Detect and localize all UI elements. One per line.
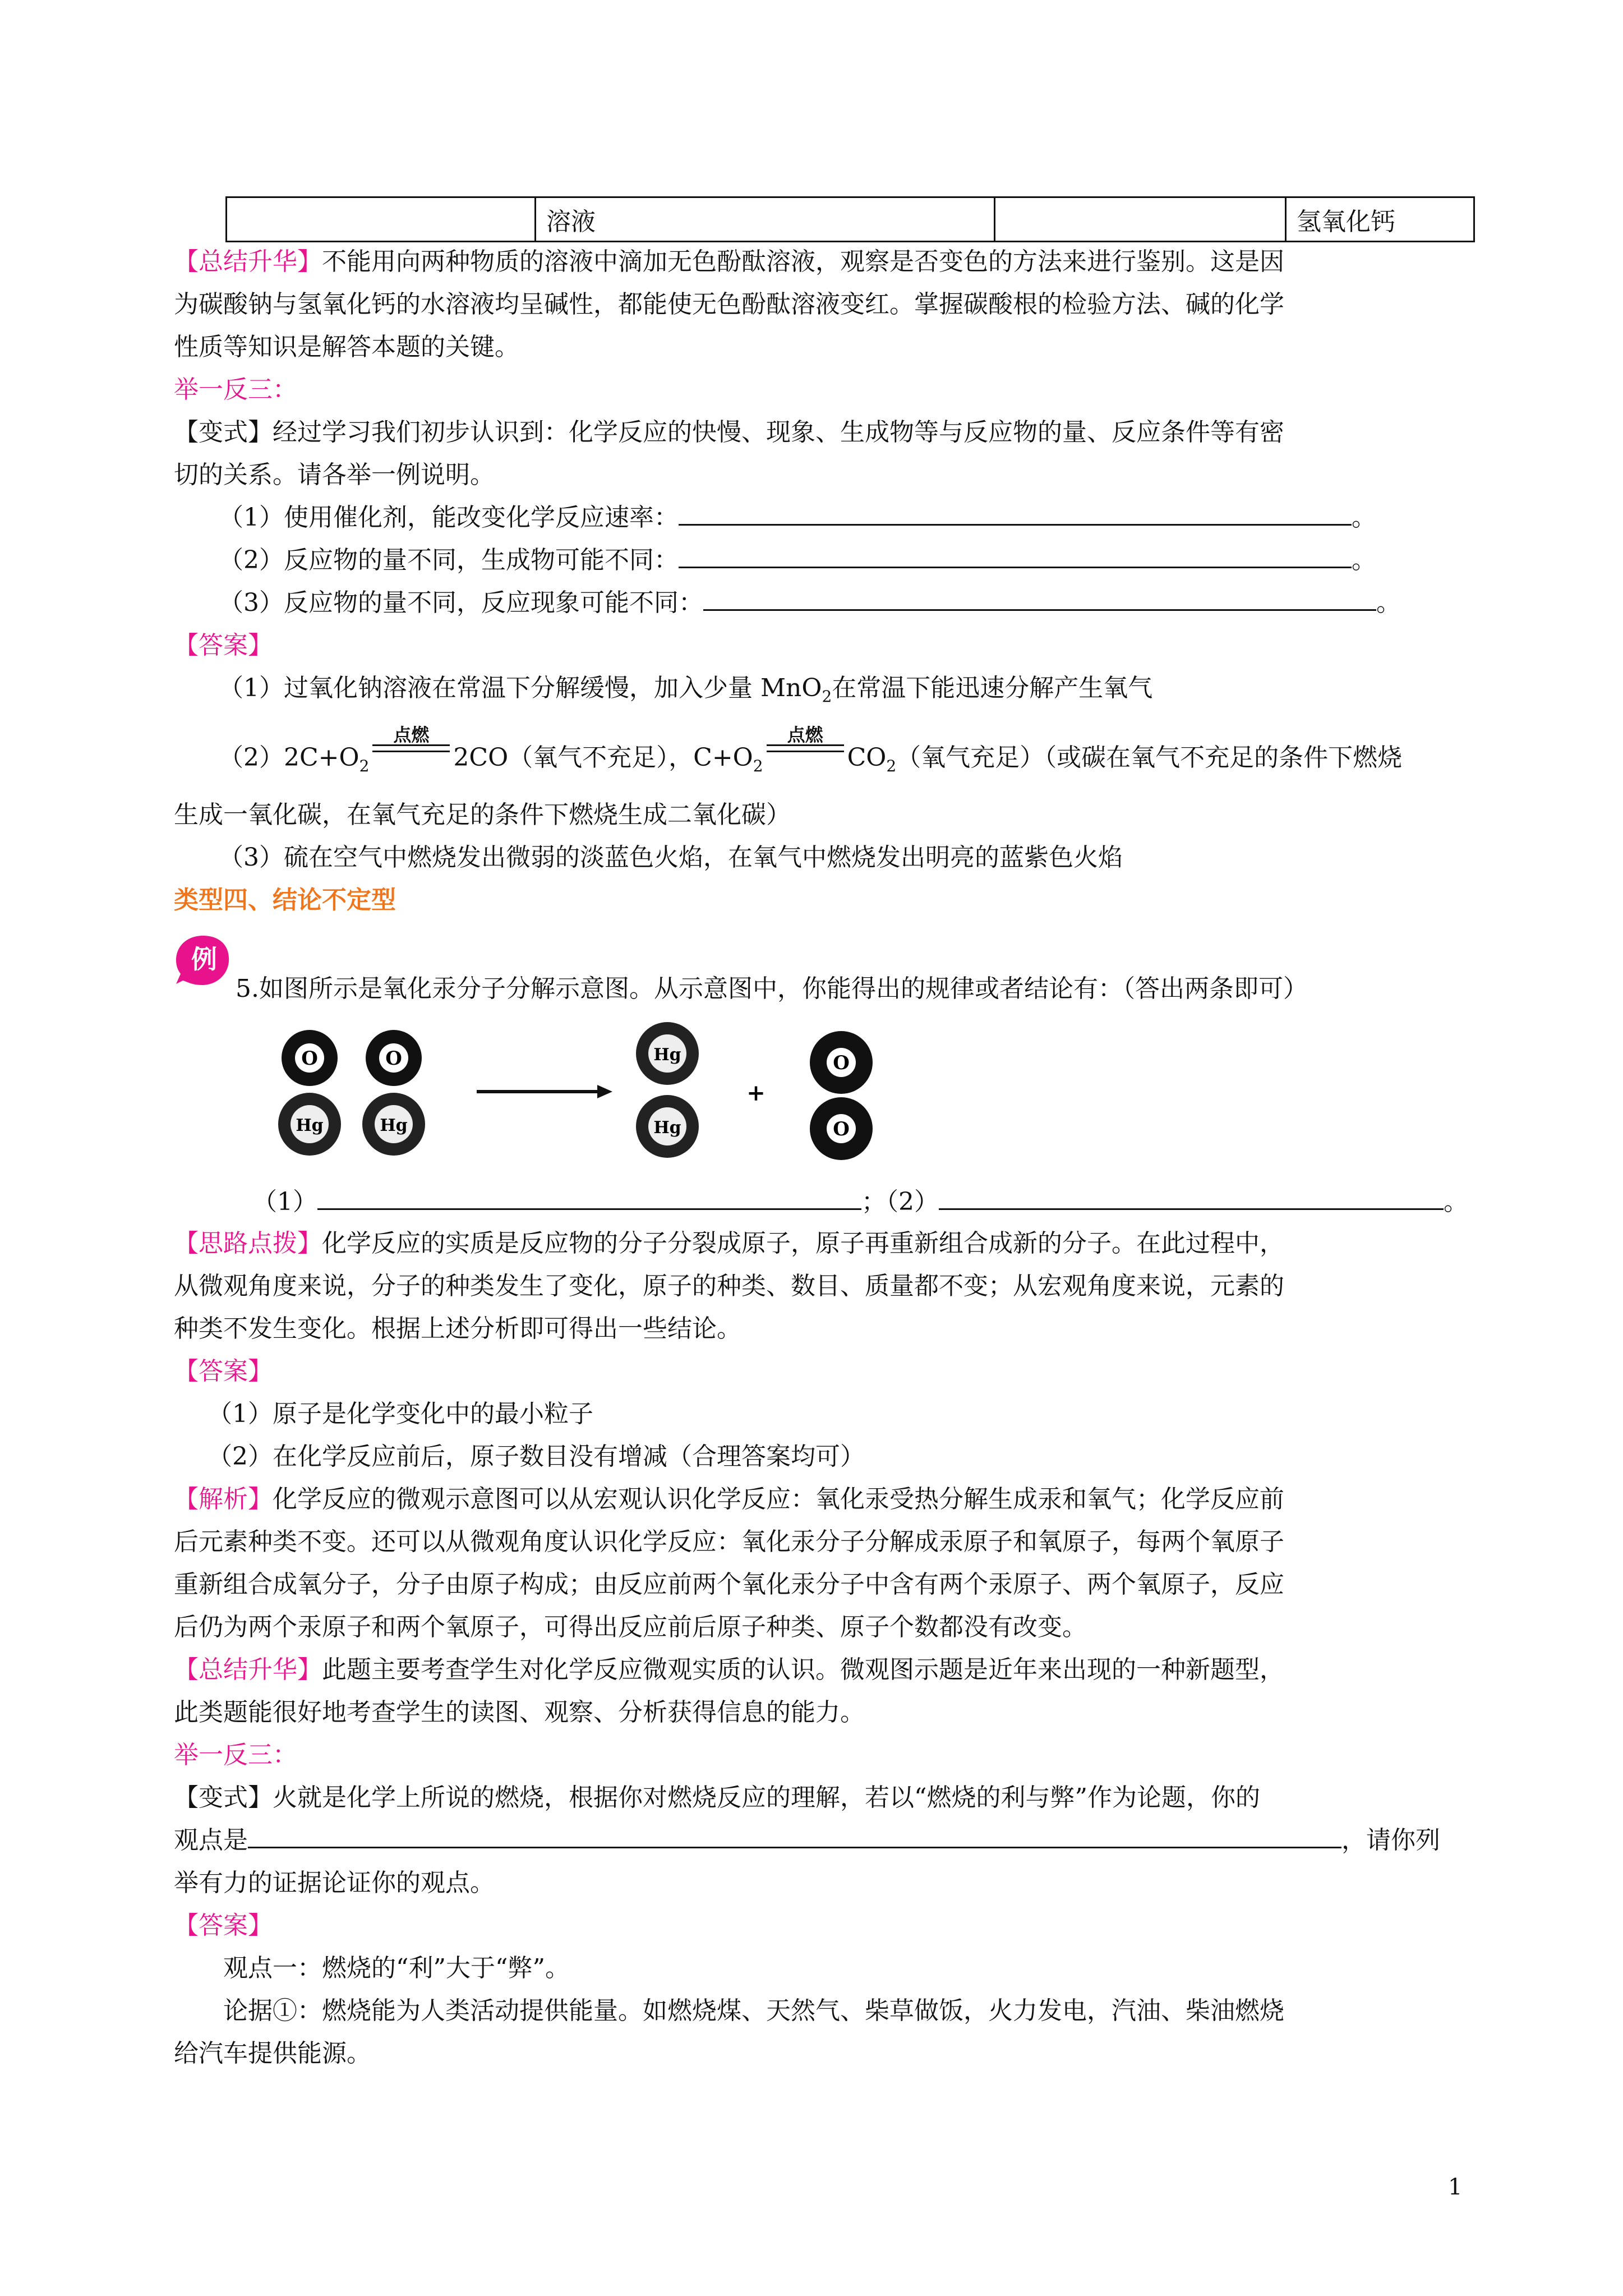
badge-label: 例 bbox=[191, 944, 217, 974]
subquestion-text: （2）反应物的量不同，生成物可能不同： bbox=[219, 546, 679, 574]
summary-text: 不能用向两种物质的溶液中滴加无色酚酞溶液，观察是否变色的方法来进行鉴别。这是因 bbox=[322, 247, 1284, 276]
answer-line: 生成一氧化碳，在氧气充足的条件下燃烧生成二氧化碳） bbox=[174, 800, 791, 829]
oxygen-atom-label: O bbox=[833, 1118, 850, 1140]
punct: 。 bbox=[1352, 503, 1376, 532]
variant-text: ，请你列 bbox=[1341, 1826, 1440, 1855]
summary-paragraph bbox=[174, 1651, 1284, 1688]
blank-label: ；（2） bbox=[861, 1188, 939, 1216]
answer-line: （3）硫在空气中燃烧发出微弱的淡蓝色火焰，在氧气中燃烧发出明亮的蓝紫色火焰 bbox=[219, 843, 1123, 872]
hint-line: 从微观角度来说，分子的种类发生了变化，原子的种类、数目、质量都不变；从宏观角度来说，元素的 bbox=[174, 1272, 1284, 1300]
answer-line bbox=[219, 670, 1152, 715]
answer-blank[interactable] bbox=[317, 1186, 861, 1210]
answer-tag: 【答案】 bbox=[174, 631, 273, 660]
mercury-atom-label: Hg bbox=[653, 1045, 681, 1065]
equation-text: CO bbox=[847, 743, 887, 772]
answer-tag: 【答案】 bbox=[174, 1357, 273, 1386]
variant-subquestion bbox=[219, 542, 1376, 579]
blank-label: （1） bbox=[252, 1188, 317, 1216]
summary-tag: 【总结升华】 bbox=[174, 247, 322, 276]
answer-blank[interactable] bbox=[703, 587, 1376, 611]
punct: 。 bbox=[1444, 1188, 1468, 1216]
variant-subquestion bbox=[219, 585, 1401, 622]
section-heading: 类型四、结论不定型 bbox=[174, 886, 396, 914]
oxygen-molecule bbox=[810, 1031, 873, 1160]
subscript: 2 bbox=[822, 687, 832, 706]
answer-line: （2）在化学反应前后，原子数目没有增减（合理答案均可） bbox=[208, 1442, 865, 1471]
answer-text: （1）过氧化钠溶液在常温下分解缓慢，加入少量 MnO bbox=[219, 674, 822, 702]
equation-text: 2CO（氧气不充足），C+O bbox=[453, 743, 753, 772]
variant-text: 经过学习我们初步认识到：化学反应的快慢、现象、生成物等与反应物的量、反应条件等有密 bbox=[273, 418, 1284, 447]
mercury-oxide-molecule bbox=[278, 1030, 341, 1156]
analysis-line: 后元素种类不变。还可以从微观角度认识化学反应：氧化汞分子分解成汞原子和氧原子，每两个氧原子 bbox=[174, 1527, 1284, 1556]
reaction-arrow-icon bbox=[477, 1085, 612, 1098]
answer-blank[interactable] bbox=[248, 1824, 1341, 1848]
variant-line: 切的关系。请各举一例说明。 bbox=[174, 461, 495, 489]
mercury-atom-label: Hg bbox=[380, 1116, 408, 1135]
answer-tag: 【答案】 bbox=[174, 1911, 273, 1940]
practice-heading: 举一反三： bbox=[174, 375, 297, 404]
reaction-condition: 点燃 bbox=[787, 724, 823, 746]
table-row bbox=[227, 197, 1474, 242]
reaction-arrow bbox=[369, 724, 453, 766]
table-cell: 溶液 bbox=[536, 197, 995, 242]
example-badge-icon bbox=[175, 933, 231, 987]
table-cell: 氢氧化钙 bbox=[1286, 197, 1474, 242]
equals-sign bbox=[372, 744, 450, 752]
answer-blank[interactable] bbox=[679, 544, 1352, 568]
reaction-condition: 点燃 bbox=[393, 724, 430, 746]
answer-line: 给汽车提供能源。 bbox=[174, 2039, 371, 2068]
table-cell bbox=[995, 197, 1286, 242]
punct: 。 bbox=[1376, 588, 1401, 617]
plus-sign: + bbox=[746, 1080, 766, 1106]
decomposition-diagram bbox=[275, 1019, 892, 1170]
equals-sign bbox=[767, 744, 844, 752]
summary-paragraph bbox=[174, 243, 1284, 280]
variant-question bbox=[174, 1779, 1260, 1816]
comparison-table bbox=[225, 196, 1475, 242]
subquestion-text: （3）反应物的量不同，反应现象可能不同： bbox=[219, 588, 703, 617]
subquestion-text: （1）使用催化剂，能改变化学反应速率： bbox=[219, 503, 679, 532]
variant-text: 火就是化学上所说的燃烧，根据你对燃烧反应的理解，若以“燃烧的利与弊”作为论题，你的 bbox=[273, 1783, 1260, 1812]
variant-subquestion bbox=[219, 499, 1376, 536]
analysis-paragraph bbox=[174, 1481, 1284, 1518]
example-question: 5.如图所示是氧化汞分子分解示意图。从示意图中，你能得出的规律或者结论有：（答出两条即可） bbox=[236, 974, 1308, 1003]
oxygen-atom-label: O bbox=[385, 1047, 402, 1070]
variant-tag: 【变式】 bbox=[174, 1783, 273, 1812]
analysis-line: 重新组合成氧分子，分子由原子构成；由反应前两个氧化汞分子中含有两个汞原子、两个氧原子，反应 bbox=[174, 1570, 1284, 1599]
mercury-atom bbox=[636, 1022, 699, 1085]
reaction-arrow bbox=[763, 724, 847, 766]
answer-blank[interactable] bbox=[679, 501, 1352, 526]
summary-line: 性质等知识是解答本题的关键。 bbox=[174, 333, 519, 361]
equation-text: （氧气充足）（或碳在氧气不充足的条件下燃烧 bbox=[896, 743, 1403, 772]
table-cell bbox=[227, 197, 536, 242]
variant-question bbox=[174, 414, 1284, 451]
hint-line: 种类不发生变化。根据上述分析即可得出一些结论。 bbox=[174, 1314, 741, 1343]
hint-tag: 【思路点拨】 bbox=[174, 1229, 322, 1258]
summary-tag: 【总结升华】 bbox=[174, 1655, 322, 1684]
hint-paragraph bbox=[174, 1225, 1284, 1262]
variant-line bbox=[174, 1822, 1440, 1859]
answer-line: 论据①：燃烧能为人类活动提供能量。如燃烧煤、天然气、柴草做饭，火力发电，汽油、柴油燃烧 bbox=[223, 1996, 1284, 2025]
oxygen-atom-label: O bbox=[833, 1052, 850, 1074]
punct: 。 bbox=[1352, 546, 1376, 574]
summary-line: 此类题能很好地考查学生的读图、观察、分析获得信息的能力。 bbox=[174, 1698, 865, 1727]
practice-heading: 举一反三： bbox=[174, 1741, 297, 1769]
variant-line: 举有力的证据论证你的观点。 bbox=[174, 1869, 495, 1897]
example-blanks bbox=[252, 1184, 1468, 1221]
mercury-atom-label: Hg bbox=[653, 1118, 681, 1138]
subscript: 2 bbox=[359, 756, 370, 775]
subscript: 2 bbox=[886, 756, 897, 775]
answer-text: 在常温下能迅速分解产生氧气 bbox=[832, 674, 1153, 702]
equation-text: （2）2C+O bbox=[219, 743, 359, 772]
analysis-text: 化学反应的微观示意图可以从宏观认识化学反应：氧化汞受热分解生成汞和氧气；化学反应前 bbox=[273, 1485, 1284, 1513]
variant-text: 观点是 bbox=[174, 1826, 248, 1855]
mercury-atom bbox=[636, 1095, 699, 1158]
summary-line: 为碳酸钠与氢氧化钙的水溶液均呈碱性，都能使无色酚酞溶液变红。掌握碳酸根的检验方法、碱的化学 bbox=[174, 290, 1284, 319]
analysis-line: 后仍为两个汞原子和两个氧原子，可得出反应前后原子种类、原子个数都没有改变。 bbox=[174, 1613, 1087, 1641]
page-number: 1 bbox=[1448, 2174, 1463, 2200]
subscript: 2 bbox=[753, 756, 763, 775]
mercury-oxide-molecule bbox=[362, 1030, 425, 1156]
answer-equation-line bbox=[219, 724, 1403, 785]
analysis-tag: 【解析】 bbox=[174, 1485, 273, 1513]
oxygen-atom-label: O bbox=[301, 1047, 318, 1070]
answer-line: 观点一：燃烧的“利”大于“弊”。 bbox=[223, 1954, 570, 1982]
mercury-atom-label: Hg bbox=[296, 1116, 324, 1135]
answer-blank[interactable] bbox=[939, 1186, 1444, 1210]
summary-text: 此题主要考查学生对化学反应微观实质的认识。微观图示题是近年来出现的一种新题型， bbox=[322, 1655, 1284, 1684]
answer-line: （1）原子是化学变化中的最小粒子 bbox=[208, 1400, 593, 1428]
hint-text: 化学反应的实质是反应物的分子分裂成原子，原子再重新组合成新的分子。在此过程中， bbox=[322, 1229, 1284, 1258]
variant-tag: 【变式】 bbox=[174, 418, 273, 447]
